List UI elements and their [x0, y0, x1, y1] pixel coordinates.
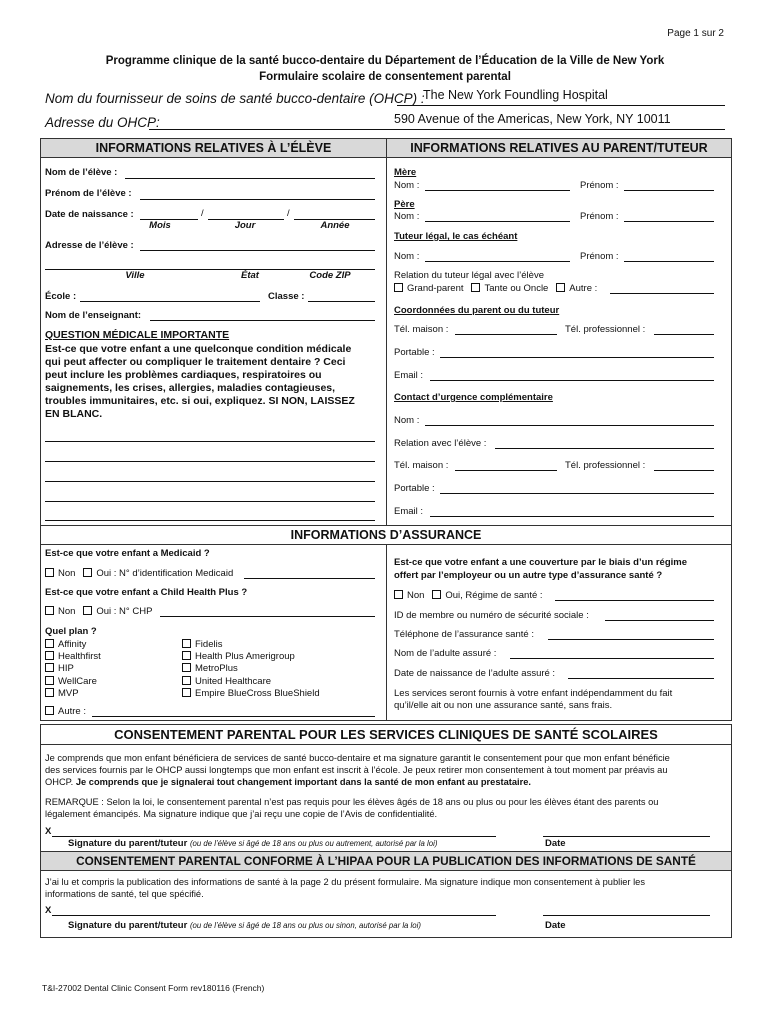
employer-question-1: Est-ce que votre enfant a une couverture par le biais d’un régime — [394, 557, 687, 568]
plan-option[interactable] — [45, 676, 101, 688]
plan-other-field[interactable] — [92, 716, 375, 717]
dob-slash-1: / — [201, 208, 204, 219]
plan-label: MetroPlus — [195, 663, 238, 675]
home-phone-field[interactable] — [455, 334, 557, 335]
form-footer: T&I-27002 Dental Clinic Consent Form rev180116 (French) — [42, 983, 265, 993]
consent-date-caption: Date — [545, 838, 566, 849]
hipaa-signature-line[interactable] — [52, 915, 496, 916]
student-address-field[interactable] — [140, 250, 375, 251]
insured-dob-label: Date de naissance de l’adulte assuré : — [394, 668, 556, 679]
insurance-note-1: Les services seront fournis à votre enfant indépendamment du fait — [394, 688, 673, 699]
emergency-name-field[interactable] — [425, 425, 714, 426]
medical-question-text — [45, 343, 385, 421]
mother-label: Mère — [394, 167, 417, 178]
mother-firstname-field[interactable] — [624, 190, 714, 191]
guardian-relation-options — [394, 283, 597, 294]
chp-yes-label: Oui : N° CHP — [96, 606, 153, 617]
hipaa-header: CONSENTEMENT PARENTAL CONFORME À L’HIPAA POUR LA PUBLICATION DES INFORMATIONS DE SANTÉ — [41, 851, 731, 871]
employer-question-2: offert par l’employeur ou un autre type d’assurance santé ? — [394, 570, 663, 581]
plan-option[interactable] — [45, 651, 101, 663]
plan-other — [45, 706, 86, 717]
medical-question-line: EN BLANC. — [45, 408, 103, 420]
medicaid-yes-label: Oui : N° d’identification Medicaid — [96, 568, 234, 579]
emergency-relation-label: Relation avec l’élève : — [394, 438, 487, 449]
guardian-name-label: Nom : — [394, 251, 420, 262]
uncle-checkbox[interactable] — [471, 283, 480, 292]
plan-option[interactable] — [182, 688, 320, 700]
ohcp-name-value: The New York Foundling Hospital — [423, 88, 608, 102]
guardian-firstname-field[interactable] — [624, 261, 714, 262]
emergency-email-label: Email : — [394, 506, 424, 517]
insured-name-label: Nom de l’adulte assuré : — [394, 648, 497, 659]
guardian-relation-label: Relation du tuteur légal avec l’élève — [394, 270, 544, 281]
student-firstname-field[interactable] — [140, 199, 375, 200]
dob-month-caption: Mois — [149, 220, 171, 231]
ohcp-address-field[interactable] — [149, 112, 725, 130]
guardian-name-field[interactable] — [425, 261, 570, 262]
medical-question-line: Est-ce que votre enfant a une quelconque condition médicale — [45, 343, 352, 355]
consent-signature-line[interactable] — [52, 836, 496, 837]
hipaa-line: informations de santé, tel que spécifié. — [45, 889, 204, 899]
father-label: Père — [394, 199, 415, 210]
plan-question: Quel plan ? — [45, 626, 97, 637]
plan-checkbox[interactable] — [182, 651, 191, 660]
plan-checkbox[interactable] — [45, 688, 54, 697]
plan-label: WellCare — [58, 675, 97, 687]
emergency-home-phone-label: Tél. maison : — [394, 460, 449, 471]
plan-checkbox[interactable] — [45, 663, 54, 672]
consent-x-mark: X — [45, 826, 52, 837]
insurance-divider — [386, 544, 387, 720]
employer-options — [394, 590, 543, 601]
class-field[interactable] — [308, 301, 375, 302]
medicaid-no-label: Non — [58, 568, 76, 579]
emergency-work-phone-field[interactable] — [654, 470, 714, 471]
city-caption: Ville — [125, 270, 145, 281]
chp-no-checkbox[interactable] — [45, 606, 54, 615]
insurance-phone-label: Téléphone de l’assurance santé : — [394, 629, 534, 640]
medical-question-line: troubles immunitaires, etc. si oui, expliquez. SI NON, LAISSEZ — [45, 395, 355, 407]
emergency-name-label: Nom : — [394, 415, 420, 426]
contact-title: Coordonnées du parent ou du tuteur — [394, 305, 560, 316]
mobile-field[interactable] — [440, 357, 714, 358]
medical-question-line: saignements, les crises, allergies, maladies contagieuses, — [45, 382, 336, 394]
home-phone-label: Tél. maison : — [394, 324, 449, 335]
hipaa-paragraph — [45, 876, 729, 900]
consent-bold-statement: Je comprends que je signalerai tout changement important dans la santé de mon enfant au prestataire. — [75, 777, 531, 787]
employer-no-checkbox[interactable] — [394, 590, 403, 599]
ohcp-name-field[interactable] — [397, 90, 725, 106]
father-firstname-field[interactable] — [624, 221, 714, 222]
hipaa-signature-label: Signature du parent/tuteur — [68, 920, 188, 931]
insured-name-field[interactable] — [510, 658, 714, 659]
plan-label: Empire BlueCross BlueShield — [195, 687, 320, 699]
consent-ohcp: OHCP. — [45, 777, 74, 787]
father-firstname-label: Prénom : — [580, 211, 619, 222]
plan-label: Healthfirst — [58, 651, 101, 663]
plan-option[interactable] — [45, 639, 101, 651]
remark-line: REMARQUE : Selon la loi, le consentement parental n’est pas requis pour les élèves âgés de 18 ans ou plus ou pour les élèves étant des parents ou — [45, 797, 659, 807]
grandparent-checkbox[interactable] — [394, 283, 403, 292]
medical-question-line: qui peut affecter ou compliquer le traitement dentaire ? Ceci — [45, 356, 346, 368]
member-id-field[interactable] — [605, 620, 714, 621]
emergency-relation-field[interactable] — [495, 448, 714, 449]
teacher-label: Nom de l’enseignant: — [45, 310, 142, 321]
hipaa-signature-caption — [68, 920, 421, 931]
consent-signature-note: (ou de l’élève si âgé de 18 ans ou plus ou autrement, autorisé par la loi) — [189, 839, 438, 848]
plan-label: Affinity — [58, 639, 87, 650]
father-name-field[interactable] — [425, 221, 570, 222]
mother-name-field[interactable] — [425, 190, 570, 191]
plan-option[interactable] — [45, 688, 101, 700]
medical-answer-line[interactable] — [45, 461, 375, 462]
consent-line: des services fournis par le OHCP aussi longtemps que mon enfant est inscrit à l’école. Je peux retirer mon consentement à tout moment par préavis au — [45, 765, 668, 775]
hipaa-x-mark: X — [45, 905, 52, 916]
chp-number-field[interactable] — [160, 616, 375, 617]
mother-firstname-label: Prénom : — [580, 180, 619, 191]
medicaid-options — [45, 568, 233, 579]
consent-line — [45, 776, 729, 788]
column-divider — [386, 139, 387, 525]
teacher-field[interactable] — [150, 320, 375, 321]
email-field[interactable] — [430, 380, 714, 381]
consent-date-line[interactable] — [543, 836, 710, 837]
consent-header-rule — [41, 744, 731, 745]
insured-dob-field[interactable] — [568, 678, 714, 679]
employer-yes-label: Oui, Régime de santé : — [445, 590, 543, 601]
state-caption: État — [241, 270, 259, 281]
other-relation-label: Autre : — [569, 283, 598, 294]
insurance-note-2: qu’il/elle ait ou non une assurance santé, sans frais. — [394, 700, 613, 711]
dob-day-caption: Jour — [234, 220, 256, 231]
medical-answer-line[interactable] — [45, 441, 375, 442]
consent-signature-label: Signature du parent/tuteur — [68, 838, 188, 849]
chp-no-label: Non — [58, 606, 76, 617]
mobile-label: Portable : — [394, 347, 435, 358]
medicaid-question: Est-ce que votre enfant a Medicaid ? — [45, 548, 210, 559]
hipaa-date-caption: Date — [545, 920, 566, 931]
plan-label: United Healthcare — [195, 675, 272, 687]
page-number: Page 1 sur 2 — [667, 28, 724, 39]
student-address-label: Adresse de l’élève : — [45, 240, 134, 251]
plan-option[interactable] — [182, 676, 320, 688]
father-name-label: Nom : — [394, 211, 420, 222]
emergency-email-field[interactable] — [430, 516, 714, 517]
emergency-title: Contact d’urgence complémentaire — [394, 392, 553, 403]
consent-signature-caption — [68, 838, 437, 849]
plan-checkbox[interactable] — [45, 651, 54, 660]
class-label: Classe : — [268, 291, 305, 302]
chp-yes-checkbox[interactable] — [83, 606, 92, 615]
other-relation-checkbox[interactable] — [556, 283, 565, 292]
plan-other-checkbox[interactable] — [45, 706, 54, 715]
employer-yes-checkbox[interactable] — [432, 590, 441, 599]
emergency-mobile-label: Portable : — [394, 483, 435, 494]
student-header: INFORMATIONS RELATIVES À L’ÉLÈVE — [41, 139, 386, 158]
student-lastname-field[interactable] — [125, 178, 375, 179]
guardian-label: Tuteur légal, le cas échéant — [394, 231, 518, 242]
form-subtitle: Formulaire scolaire de consentement parental — [259, 71, 511, 83]
medicaid-no-checkbox[interactable] — [45, 568, 54, 577]
plan-option[interactable] — [182, 663, 320, 675]
consent-paragraph — [45, 752, 729, 788]
hipaa-signature-note: (ou de l’élève si âgé de 18 ans ou plus ou sinon, autorisé par la loi) — [189, 921, 421, 930]
hipaa-line: J’ai lu et compris la publication des informations de santé à la page 2 du présent formulaire. Ma signature indique mon consentement à publier les — [45, 877, 645, 887]
medicaid-yes-checkbox[interactable] — [83, 568, 92, 577]
uncle-label: Tante ou Oncle — [484, 283, 549, 294]
emergency-home-phone-field[interactable] — [455, 470, 557, 471]
medical-question-title: QUESTION MÉDICALE IMPORTANTE — [45, 329, 230, 341]
hipaa-date-line[interactable] — [543, 915, 710, 916]
email-label: Email : — [394, 370, 424, 381]
plan-label: HIP — [58, 663, 74, 675]
plan-option[interactable] — [182, 651, 320, 663]
work-phone-label: Tél. professionnel : — [565, 324, 646, 335]
medicaid-id-field[interactable] — [244, 578, 375, 579]
mother-name-label: Nom : — [394, 180, 420, 191]
ohcp-address-label: Adresse du OHCP: — [45, 115, 160, 130]
plan-checkbox[interactable] — [182, 688, 191, 697]
member-id-label: ID de membre ou numéro de sécurité sociale : — [394, 610, 589, 621]
school-label: École : — [45, 291, 77, 302]
student-firstname-label: Prénom de l’élève : — [45, 188, 132, 199]
plan-checkbox[interactable] — [182, 639, 191, 648]
plan-other-label: Autre : — [58, 706, 86, 717]
medical-answer-line[interactable] — [45, 520, 375, 521]
guardian-firstname-label: Prénom : — [580, 251, 619, 262]
dob-year-caption: Année — [320, 220, 350, 231]
emergency-mobile-field[interactable] — [440, 493, 714, 494]
ohcp-address-value: 590 Avenue of the Americas, New York, NY 10011 — [394, 112, 671, 126]
remark-line: légalement émancipés. Ma signature indique que j’ai reçu une copie de l’Avis de confidentialité. — [45, 809, 438, 819]
consent-line: Je comprends que mon enfant bénéficiera de services de santé bucco-dentaire et ma signature garantit le consentement pour que mon enfant bénéficie — [45, 753, 670, 763]
consent-header: CONSENTEMENT PARENTAL POUR LES SERVICES CLINIQUES DE SANTÉ SCOLAIRES — [114, 727, 658, 742]
insurance-phone-field[interactable] — [548, 639, 714, 640]
insurance-header: INFORMATIONS D’ASSURANCE — [290, 528, 482, 542]
other-relation-field[interactable] — [610, 293, 714, 294]
dob-label: Date de naissance : — [45, 209, 134, 220]
parent-header: INFORMATIONS RELATIVES AU PARENT/TUTEUR — [387, 139, 731, 158]
medical-answer-line[interactable] — [45, 481, 375, 482]
form-title: Programme clinique de la santé bucco-dentaire du Département de l’Éducation de la Ville de New York — [105, 55, 665, 67]
medical-question-line: peut inclure les problèmes cardiaques, respiratoires ou — [45, 369, 322, 381]
emergency-work-phone-label: Tél. professionnel : — [565, 460, 646, 471]
plan-option[interactable] — [182, 639, 320, 651]
chp-question: Est-ce que votre enfant a Child Health Plus ? — [45, 587, 248, 598]
plan-label: MVP — [58, 687, 79, 699]
plan-checkbox[interactable] — [45, 676, 54, 685]
employer-no-label: Non — [407, 590, 425, 601]
plan-label: Fidelis — [195, 639, 223, 650]
plans-right-list — [182, 639, 320, 700]
plan-checkbox[interactable] — [182, 676, 191, 685]
student-lastname-label: Nom de l’élève : — [45, 167, 118, 178]
plan-option[interactable] — [45, 663, 101, 675]
plan-label: Health Plus Amerigroup — [195, 651, 295, 663]
medical-answer-line[interactable] — [45, 501, 375, 502]
plans-left-list — [45, 639, 101, 700]
plan-checkbox[interactable] — [45, 639, 54, 648]
dob-slash-2: / — [287, 208, 290, 219]
health-plan-field[interactable] — [555, 600, 714, 601]
grandparent-label: Grand-parent — [407, 283, 464, 294]
school-field[interactable] — [80, 301, 260, 302]
plan-checkbox[interactable] — [182, 663, 191, 672]
ohcp-name-label: Nom du fournisseur de soins de santé bucco-dentaire (OHCP) : — [45, 91, 425, 106]
remark-paragraph — [45, 796, 729, 820]
chp-options — [45, 606, 152, 617]
zip-caption: Code ZIP — [309, 270, 351, 281]
work-phone-field[interactable] — [654, 334, 714, 335]
